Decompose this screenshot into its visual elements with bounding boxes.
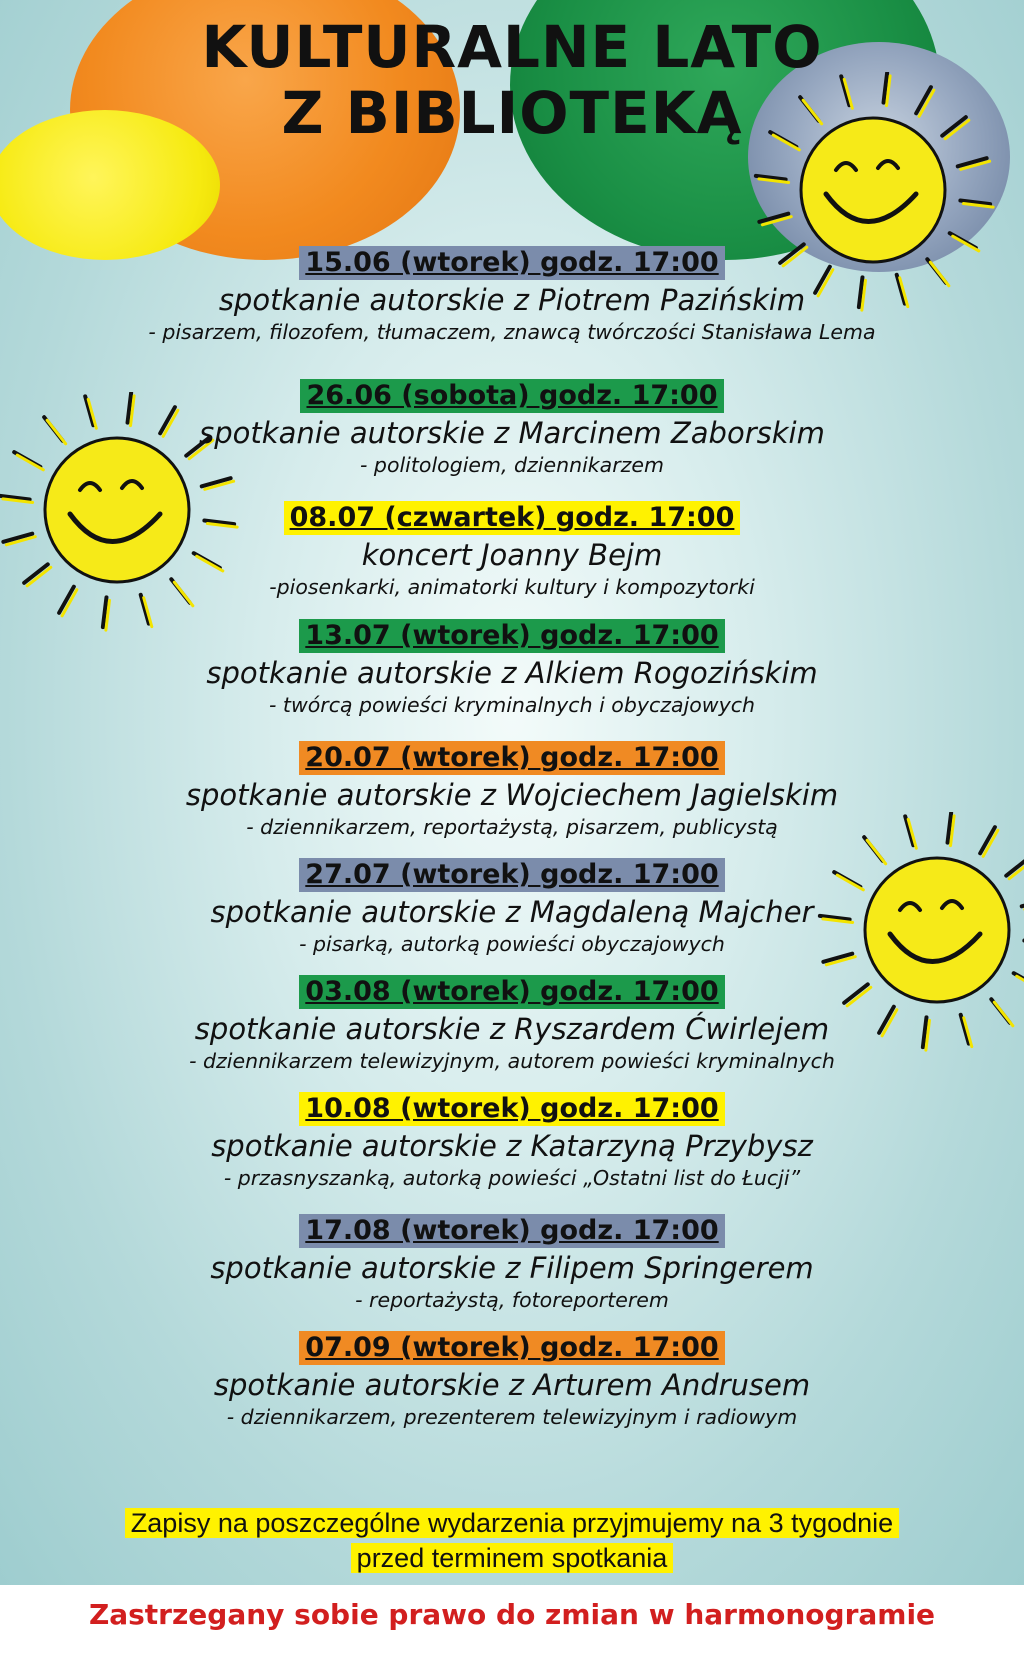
event-headline: spotkanie autorskie z Arturem Andrusem: [213, 1368, 811, 1402]
event-item: [0, 741, 1024, 858]
event-headline: spotkanie autorskie z Magdaleną Majcher: [210, 895, 814, 929]
event-description: - politologiem, dziennikarzem: [360, 453, 664, 477]
event-item: [0, 379, 1024, 501]
event-item: [0, 858, 1024, 975]
page-title: [0, 14, 1024, 146]
event-date: 08.07 (czwartek) godz. 17:00: [284, 501, 741, 535]
event-description: - reportażystą, fotoreporterem: [355, 1288, 669, 1312]
event-date: 13.07 (wtorek) godz. 17:00: [299, 619, 724, 653]
event-date: 15.06 (wtorek) godz. 17:00: [299, 246, 724, 280]
event-headline: koncert Joanny Bejm: [361, 538, 663, 572]
event-description: - twórcą powieści kryminalnych i obyczajowych: [269, 693, 755, 717]
event-description: - przasnyszanką, autorką powieści „Ostatni list do Łucji”: [223, 1166, 801, 1190]
event-item: [0, 1214, 1024, 1331]
event-headline: spotkanie autorskie z Wojciechem Jagielskim: [185, 778, 839, 812]
event-headline: spotkanie autorskie z Filipem Springerem: [210, 1251, 814, 1285]
event-date: 17.08 (wtorek) godz. 17:00: [299, 1214, 724, 1248]
event-item: [0, 246, 1024, 379]
event-description: - pisarką, autorką powieści obyczajowych: [299, 932, 725, 956]
schedule-change-disclaimer: Zastrzegany sobie prawo do zmian w harmonogramie: [88, 1598, 936, 1631]
registration-notice: [0, 1506, 1024, 1576]
title-line-2: Z BIBLIOTEKĄ: [281, 79, 743, 147]
event-description: -piosenkarki, animatorki kultury i kompozytorki: [269, 575, 755, 599]
event-description: - pisarzem, filozofem, tłumaczem, znawcą twórczości Stanisława Lema: [148, 320, 876, 344]
event-description: - dziennikarzem telewizyjnym, autorem powieści kryminalnych: [189, 1049, 835, 1073]
events-list: [0, 246, 1024, 1448]
event-date: 20.07 (wtorek) godz. 17:00: [299, 741, 724, 775]
event-headline: spotkanie autorskie z Piotrem Pazińskim: [218, 283, 806, 317]
event-item: [0, 619, 1024, 741]
event-item: [0, 975, 1024, 1092]
event-date: 26.06 (sobota) godz. 17:00: [300, 379, 723, 413]
event-headline: spotkanie autorskie z Katarzyną Przybysz: [211, 1129, 813, 1163]
event-date: 27.07 (wtorek) godz. 17:00: [299, 858, 724, 892]
event-item: [0, 1331, 1024, 1448]
notice-line-1: Zapisy na poszczególne wydarzenia przyjmujemy na 3 tygodnie: [125, 1508, 899, 1538]
event-description: - dziennikarzem, prezenterem telewizyjnym i radiowym: [226, 1405, 798, 1429]
event-headline: spotkanie autorskie z Alkiem Rogozińskim: [206, 656, 818, 690]
notice-line-2: przed terminem spotkania: [351, 1543, 674, 1573]
event-date: 03.08 (wtorek) godz. 17:00: [299, 975, 724, 1009]
event-headline: spotkanie autorskie z Ryszardem Ćwirlejem: [194, 1012, 830, 1046]
event-date: 10.08 (wtorek) godz. 17:00: [299, 1092, 724, 1126]
event-item: [0, 1092, 1024, 1214]
event-date: 07.09 (wtorek) godz. 17:00: [299, 1331, 724, 1365]
event-description: - dziennikarzem, reportażystą, pisarzem, publicystą: [246, 815, 778, 839]
event-headline: spotkanie autorskie z Marcinem Zaborskim: [199, 416, 825, 450]
title-line-1: KULTURALNE LATO: [201, 13, 823, 81]
event-item: [0, 501, 1024, 619]
